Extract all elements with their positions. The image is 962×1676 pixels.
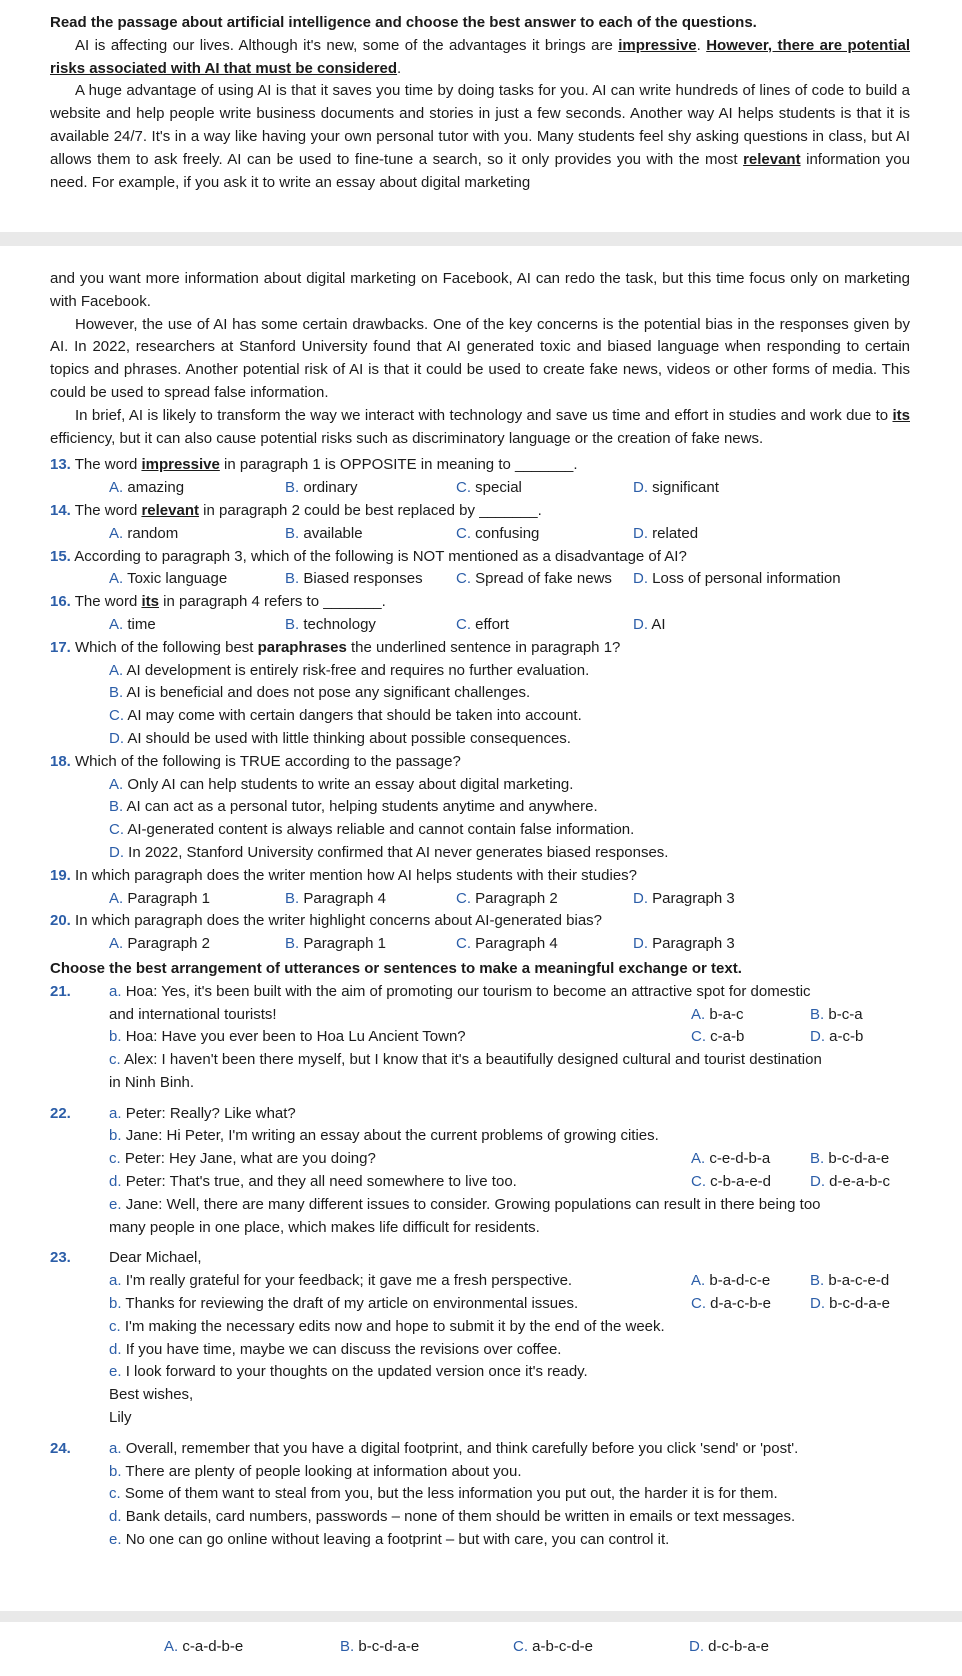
option-text: Paragraph 4 <box>303 889 386 907</box>
question-stem: 16. The word its in paragraph 4 refers to _______. <box>50 593 386 611</box>
question-24-options <box>50 1622 910 1659</box>
option-letter: B. <box>285 615 300 633</box>
option-text: AI development is entirely risk-free and requires no further evaluation. <box>126 661 590 679</box>
option-c[interactable] <box>109 819 910 842</box>
option-letter: D. <box>633 615 648 633</box>
option-a[interactable] <box>109 888 285 911</box>
option-text: Paragraph 3 <box>652 935 735 953</box>
option-text: AI is beneficial and does not pose any significant challenges. <box>126 684 531 702</box>
question-20-options <box>50 933 910 956</box>
word-impressive: impressive <box>618 36 697 54</box>
page-section-1 <box>0 0 962 232</box>
option-b[interactable]: B. b-c-d-a-e <box>340 1638 420 1655</box>
option-text: random <box>127 524 179 542</box>
question-13 <box>50 454 910 500</box>
option-d[interactable] <box>633 477 910 500</box>
option-c[interactable] <box>456 477 633 500</box>
option-text: amazing <box>127 479 185 497</box>
question-18-options <box>50 774 910 865</box>
question-17: 17. Which of the following best paraphrases the underlined sentence in paragraph 1? A. AI development is entirely risk-free and requires no further evaluation. B. AI is beneficial and does not pose any significant challenges. C. AI may come with certain dangers that should be taken into account. D. AI should be used with little thinking about possible consequences. <box>50 637 910 751</box>
option-letter: B. <box>109 798 124 816</box>
option-text: Paragraph 2 <box>475 889 558 907</box>
option-text: Biased responses <box>303 570 423 588</box>
word-paraphrases: paraphrases <box>257 638 347 656</box>
question-number: 16. <box>50 593 71 611</box>
option-text: In 2022, Stanford University confirmed that AI never generates biased responses. <box>128 843 669 861</box>
arrangement-instruction: Choose the best arrangement of utterances or sentences to make a meaningful exchange or text. <box>50 959 742 977</box>
question-number: 15. <box>50 547 71 565</box>
question-number: 13. <box>50 456 71 474</box>
paragraph-2: A huge advantage of using AI is that it saves you time by doing tasks for you. AI can write hundreds of lines of code to build a website and help people write business documents and stories in just a few seconds. Another way AI helps students is that it is available 24/7. It's in a way like having your own personal tutor with you. Many students feel shy asking questions in class, but AI allows them to ask freely. AI can be used to fine-tune a search, so it only provides you with the most relevant information you need. For example, if you ask it to write an essay about digital marketing <box>50 82 910 191</box>
option-text: Paragraph 2 <box>127 935 210 953</box>
option-a[interactable] <box>109 568 285 591</box>
option-text: related <box>652 524 699 542</box>
option-text: Spread of fake news <box>475 570 612 588</box>
option-letter: B. <box>285 570 300 588</box>
question-19-options <box>50 888 910 911</box>
option-text: Only AI can help students to write an essay about digital marketing. <box>127 775 574 793</box>
option-text: ordinary <box>303 479 358 497</box>
option-letter: D. <box>633 935 648 953</box>
question-18: 18. Which of the following is TRUE according to the passage? A. Only AI can help students to write an essay about digital marketing. B. AI can act as a personal tutor, helping students anytime and anywhere. C. AI-generated content is always reliable and cannot contain false information. D. In 2022, Stanford University confirmed that AI never generates biased responses. <box>50 751 910 865</box>
question-17-options <box>50 660 910 751</box>
option-letter: B. <box>285 935 300 953</box>
option-text: special <box>475 479 522 497</box>
option-c[interactable] <box>456 888 633 911</box>
option-b[interactable] <box>285 933 456 956</box>
option-text: Paragraph 1 <box>303 935 386 953</box>
option-a[interactable] <box>109 477 285 500</box>
option-b[interactable] <box>285 477 456 500</box>
option-d[interactable] <box>633 614 910 637</box>
underlined-sentence: However, there are potential risks associated with AI that must be considered <box>50 36 911 77</box>
option-letter: D. <box>633 570 648 588</box>
option-letter: B. <box>109 684 124 702</box>
option-text: technology <box>303 615 376 633</box>
key-word: impressive <box>141 456 220 474</box>
page-section-2 <box>0 246 962 1611</box>
question-options <box>50 614 910 637</box>
option-text: AI-generated content is always reliable and cannot contain false information. <box>127 821 635 839</box>
option-c[interactable] <box>456 523 633 546</box>
option-text: confusing <box>475 524 540 542</box>
option-a[interactable] <box>109 774 910 797</box>
option-text: AI can act as a personal tutor, helping students anytime and anywhere. <box>126 798 598 816</box>
option-a[interactable] <box>109 660 910 683</box>
option-d[interactable]: D. d-c-b-a-e <box>689 1638 770 1655</box>
option-a[interactable] <box>109 614 285 637</box>
reading-instruction: Read the passage about artificial intelligence and choose the best answer to each of the questions. <box>50 14 757 31</box>
option-b[interactable] <box>285 523 456 546</box>
question-options <box>50 568 910 591</box>
paragraph-3: However, the use of AI has some certain drawbacks. One of the key concerns is the potential bias in the responses given by AI. In 2022, researchers at Stanford University found that AI generated toxic and biased language when responding to certain topics and phrases. Another potential risk of AI is that it could be used to create fake news, videos or other forms of media. This could be used to spread false information. <box>50 315 910 401</box>
option-b[interactable] <box>285 568 456 591</box>
word-its: its <box>892 406 910 424</box>
option-text: AI <box>651 615 666 633</box>
paragraph-1: AI is affecting our lives. Although it's new, some of the advantages it brings are impressive. However, there are potential risks associated with AI that must be considered. <box>50 36 911 77</box>
option-letter: C. <box>456 615 471 633</box>
option-d[interactable] <box>633 523 910 546</box>
option-letter: A. <box>109 570 124 588</box>
option-letter: B. <box>285 889 300 907</box>
option-text: Loss of personal information <box>652 570 841 588</box>
option-c[interactable] <box>456 568 633 591</box>
word-relevant: relevant <box>743 150 801 168</box>
question-16 <box>50 591 910 637</box>
option-b[interactable] <box>285 614 456 637</box>
option-d[interactable] <box>109 842 910 865</box>
option-c[interactable] <box>456 614 633 637</box>
option-text: AI should be used with little thinking about possible consequences. <box>127 729 571 747</box>
paragraph-4: In brief, AI is likely to transform the way we interact with technology and save us time and effort in studies and work due to its efficiency, but it can also cause potential risks such as discriminatory language or the creation of fake news. <box>50 406 910 447</box>
question-23: 23. Dear Michael, a. I'm really grateful for your feedback; it gave me a fresh perspective. A. b-a-d-c-e B. b-a-c-e-d b. Thanks for reviewing the draft of my article on environmental issues. C. d-a-c-b-e D. b-c-d-a-e c. I'm making the necessary edits now and hope to submit it by the end of the week. d. If you have time, maybe we can discuss the revisions over coffee. e. I look forward to your thoughts on the updated version once it's ready. Best wishes, Lily <box>50 1249 891 1427</box>
question-14 <box>50 500 910 546</box>
option-d[interactable] <box>633 933 910 956</box>
option-c[interactable]: C. a-b-c-d-e <box>513 1638 594 1655</box>
option-b[interactable] <box>285 888 456 911</box>
question-20: 20. In which paragraph does the writer highlight concerns about AI-generated bias? A. Paragraph 2 B. Paragraph 1 C. Paragraph 4 D. Paragraph 3 <box>50 910 910 956</box>
option-text: AI may come with certain dangers that should be taken into account. <box>127 707 582 725</box>
option-letter: C. <box>456 524 471 542</box>
option-letter: A. <box>109 524 124 542</box>
option-text: significant <box>652 479 719 497</box>
option-d[interactable] <box>109 728 910 751</box>
question-21: 21. a. Hoa: Yes, it's been built with the aim of promoting our tourism to become an attractive spot for domestic and international tourists! A. b-a-c B. b-c-a b. Hoa: Have you ever been to Hoa Lu Ancient Town? C. c-a-b D. a-c-b c. Alex: I haven't been there myself, but I know that it's a beautifully designed cultural and tourist destination in Ninh Binh. <box>50 982 864 1091</box>
option-letter: D. <box>633 889 648 907</box>
option-d[interactable] <box>633 568 910 591</box>
question-options <box>50 477 910 500</box>
option-text: effort <box>475 615 510 633</box>
option-letter: A. <box>109 615 124 633</box>
question-stem: 14. The word relevant in paragraph 2 could be best replaced by _______. <box>50 501 542 519</box>
option-letter: D. <box>633 479 648 497</box>
option-c[interactable] <box>456 933 633 956</box>
question-options <box>50 523 910 546</box>
question-19: 19. In which paragraph does the writer mention how AI helps students with their studies? A. Paragraph 1 B. Paragraph 4 C. Paragraph 2 D. Paragraph 3 <box>50 865 910 911</box>
option-d[interactable] <box>633 888 910 911</box>
option-text: time <box>127 615 156 633</box>
option-letter: C. <box>109 707 124 725</box>
question-24: 24. a. Overall, remember that you have a digital footprint, and think carefully before you click 'send' or 'post'. b. There are plenty of people looking at information about you. c. Some of them want to steal from you, but the less information you put out, the harder it is for them. d. Bank details, card numbers, passwords – none of them should be written in emails or text messages. e. No one can go online without leaving a footprint – but with care, you can control it. <box>50 1439 799 1549</box>
option-letter: A. <box>109 479 124 497</box>
option-letter: C. <box>109 821 124 839</box>
option-b[interactable] <box>109 796 910 819</box>
option-letter: A. <box>109 889 124 907</box>
option-letter: A. <box>109 775 124 793</box>
page-section-3 <box>0 1622 962 1676</box>
option-letter: C. <box>456 479 471 497</box>
question-22: 22. a. Peter: Really? Like what? b. Jane: Hi Peter, I'm writing an essay about the current problems of growing cities. c. Peter: Hey Jane, what are you doing? A. c-e-d-b-a B. b-c-d-a-e d. Peter: That's true, and they all need somewhere to live too. C. c-b-a-e-d D. d-e-a-b-c e. Jane: Well, there are many different issues to consider. Growing populations can result in there being too many people in one place, which makes life difficult for residents. <box>50 1104 891 1236</box>
option-letter: B. <box>285 479 300 497</box>
option-letter: D. <box>633 524 648 542</box>
option-letter: A. <box>109 661 124 679</box>
option-text: Paragraph 3 <box>652 889 735 907</box>
option-a[interactable]: A. c-a-d-b-e <box>164 1638 244 1655</box>
option-letter: B. <box>285 524 300 542</box>
option-letter: D. <box>109 843 124 861</box>
option-text: Toxic language <box>127 570 228 588</box>
option-c[interactable] <box>109 705 910 728</box>
option-letter: A. <box>109 935 124 953</box>
option-letter: C. <box>456 935 471 953</box>
option-text: Paragraph 1 <box>127 889 210 907</box>
option-a[interactable] <box>109 523 285 546</box>
option-text: Paragraph 4 <box>475 935 558 953</box>
question-stem: 13. The word impressive in paragraph 1 is OPPOSITE in meaning to _______. <box>50 456 578 474</box>
option-letter: C. <box>456 570 471 588</box>
question-stem: 15. According to paragraph 3, which of the following is NOT mentioned as a disadvantage of AI? <box>50 547 687 565</box>
question-number: 14. <box>50 501 71 519</box>
option-b[interactable] <box>109 682 910 705</box>
option-letter: C. <box>456 889 471 907</box>
questions-13-16 <box>50 454 910 636</box>
question-15 <box>50 546 910 592</box>
option-a[interactable] <box>109 933 285 956</box>
key-word: relevant <box>141 501 199 519</box>
option-text: available <box>303 524 363 542</box>
option-letter: D. <box>109 729 124 747</box>
key-word: its <box>141 593 159 611</box>
paragraph-2-continued: and you want more information about digital marketing on Facebook, AI can redo the task, but this time focus only on marketing with Facebook. <box>50 270 910 310</box>
